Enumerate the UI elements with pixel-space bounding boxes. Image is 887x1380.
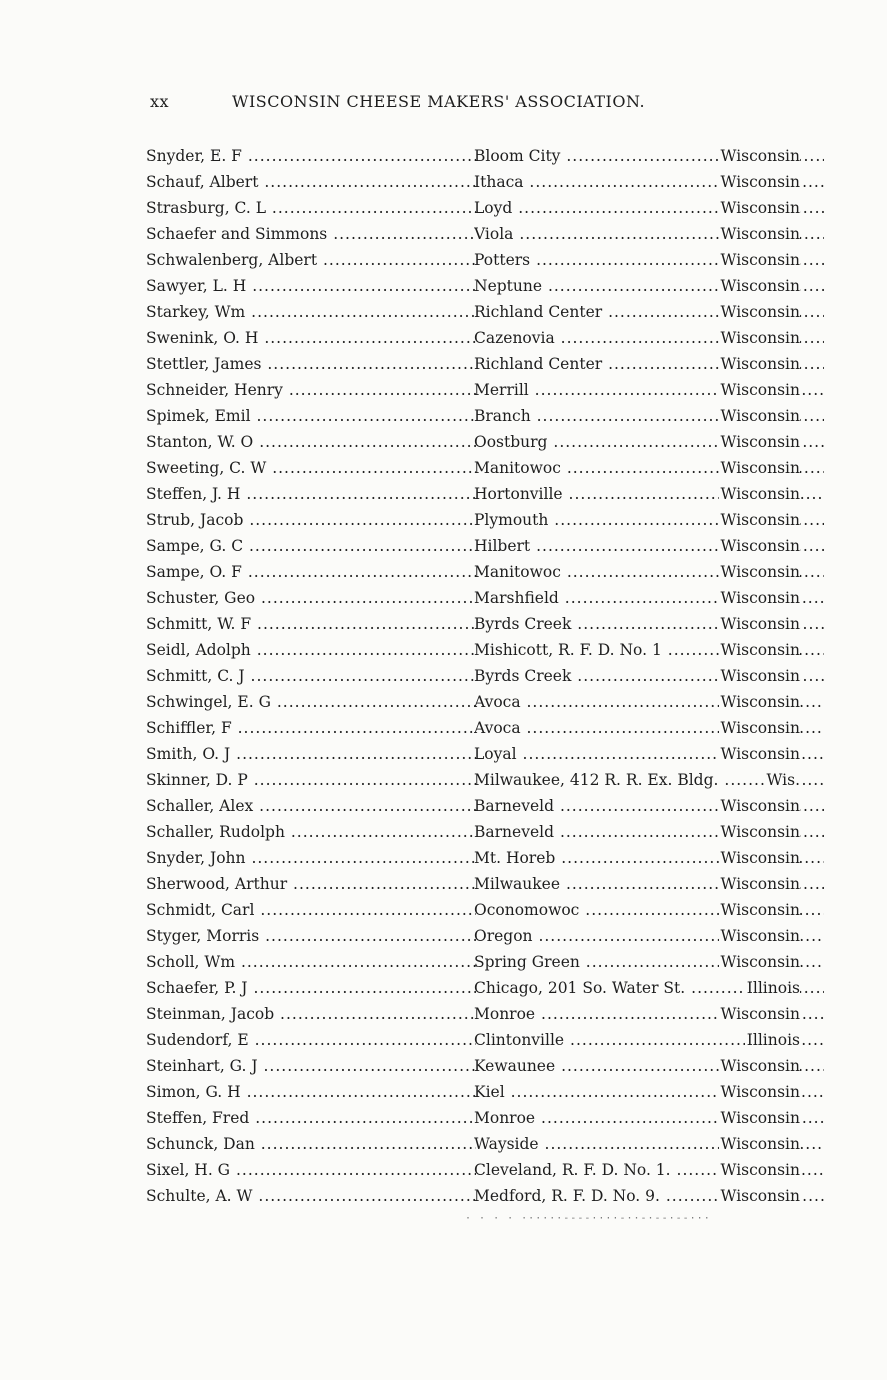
member-town: Mt. Horeb ..... <box>474 845 824 871</box>
list-item <box>140 949 810 975</box>
list-item <box>140 1183 810 1209</box>
member-name: Snyder, John ..... <box>146 845 476 871</box>
member-state: Wisconsin <box>720 381 800 399</box>
member-town: Loyd ..... <box>474 195 824 221</box>
member-town: Byrds Creek ..... <box>474 611 824 637</box>
member-town: Plymouth ..... <box>474 507 824 533</box>
member-name: Smith, O. J ..... <box>146 741 476 767</box>
member-state: Wisconsin <box>720 927 800 945</box>
member-state: Wisconsin <box>720 407 800 425</box>
member-name: Schauf, Albert ..... <box>146 169 476 195</box>
member-town: Barneveld ..... <box>474 793 824 819</box>
member-town: Branch ..... <box>474 403 824 429</box>
member-state: Wisconsin <box>720 537 800 555</box>
member-name: Schaller, Rudolph ..... <box>146 819 476 845</box>
list-item <box>140 975 810 1001</box>
member-state: Illinois <box>746 1031 800 1049</box>
member-name: Schaefer and Simmons ..... <box>146 221 476 247</box>
member-name: Sudendorf, E ..... <box>146 1027 476 1053</box>
member-state: Wisconsin <box>720 901 800 919</box>
member-town: Wayside ..... <box>474 1131 824 1157</box>
member-town: Monroe ..... <box>474 1001 824 1027</box>
member-town: Clintonville ..... <box>474 1027 824 1053</box>
member-state: Wisconsin <box>720 589 800 607</box>
member-state: Wisconsin <box>720 615 800 633</box>
member-name: Snyder, E. F ..... <box>146 143 476 169</box>
member-name: Scholl, Wm ..... <box>146 949 476 975</box>
member-state: Wisconsin <box>720 1057 800 1075</box>
member-state: Wisconsin <box>720 745 800 763</box>
list-item <box>140 533 810 559</box>
member-state: Wisconsin <box>720 823 800 841</box>
member-name: Schuster, Geo ..... <box>146 585 476 611</box>
member-name: Steinhart, G. J ..... <box>146 1053 476 1079</box>
member-town: Richland Center ..... <box>474 351 824 377</box>
member-state: Wisconsin <box>720 693 800 711</box>
member-town: Spring Green ..... <box>474 949 824 975</box>
member-town: Marshfield ..... <box>474 585 824 611</box>
member-town: Avoca ..... <box>474 715 824 741</box>
member-state: Wisconsin <box>720 1109 800 1127</box>
member-town: Cazenovia ..... <box>474 325 824 351</box>
member-state: Wisconsin <box>720 199 800 217</box>
member-name: Stettler, James ..... <box>146 351 476 377</box>
member-name: Schunck, Dan ..... <box>146 1131 476 1157</box>
list-item <box>140 689 810 715</box>
member-state: Wis. <box>766 771 800 789</box>
list-item <box>140 403 810 429</box>
member-state: Wisconsin <box>720 173 800 191</box>
list-item <box>140 143 810 169</box>
member-name: Schwingel, E. G ..... <box>146 689 476 715</box>
member-town: Hortonville ..... <box>474 481 824 507</box>
member-name: Sixel, H. G ..... <box>146 1157 476 1183</box>
list-item <box>140 559 810 585</box>
page-header <box>150 92 710 116</box>
list-item <box>140 1001 810 1027</box>
member-name: Steinman, Jacob ..... <box>146 1001 476 1027</box>
member-state: Wisconsin <box>720 251 800 269</box>
list-item <box>140 741 810 767</box>
member-state: Wisconsin <box>720 641 800 659</box>
member-town: Mishicott, R. F. D. No. 1 ..... <box>474 637 824 663</box>
member-name: Steffen, Fred ..... <box>146 1105 476 1131</box>
member-town: Monroe ..... <box>474 1105 824 1131</box>
list-item <box>140 169 810 195</box>
list-item <box>140 273 810 299</box>
member-town: Manitowoc ..... <box>474 455 824 481</box>
list-item <box>140 429 810 455</box>
list-item <box>140 377 810 403</box>
member-name: Seidl, Adolph ..... <box>146 637 476 663</box>
list-item <box>140 247 810 273</box>
member-state: Wisconsin <box>720 329 800 347</box>
member-state: Wisconsin <box>720 1083 800 1101</box>
member-town: Manitowoc ..... <box>474 559 824 585</box>
member-town: Richland Center ..... <box>474 299 824 325</box>
member-name: Schneider, Henry ..... <box>146 377 476 403</box>
member-list <box>140 143 810 1209</box>
list-item <box>140 845 810 871</box>
member-town: Avoca ..... <box>474 689 824 715</box>
list-item <box>140 455 810 481</box>
member-town: Oostburg ..... <box>474 429 824 455</box>
member-town: Viola ..... <box>474 221 824 247</box>
list-item <box>140 351 810 377</box>
member-state: Wisconsin <box>720 1005 800 1023</box>
member-state: Wisconsin <box>720 1187 800 1205</box>
member-state: Wisconsin <box>720 953 800 971</box>
member-name: Schulte, A. W ..... <box>146 1183 476 1209</box>
member-state: Wisconsin <box>720 875 800 893</box>
member-state: Wisconsin <box>720 225 800 243</box>
list-item <box>140 221 810 247</box>
member-name: Sawyer, L. H ..... <box>146 273 476 299</box>
member-town: Milwaukee ..... <box>474 871 824 897</box>
member-name: Strasburg, C. L ..... <box>146 195 476 221</box>
list-item <box>140 663 810 689</box>
member-name: Schmitt, W. F ..... <box>146 611 476 637</box>
list-item <box>140 871 810 897</box>
member-town: Loyal ..... <box>474 741 824 767</box>
member-town: Kiel ..... <box>474 1079 824 1105</box>
member-name: Schaefer, P. J ..... <box>146 975 476 1001</box>
member-state: Wisconsin <box>720 147 800 165</box>
member-town: Kewaunee ..... <box>474 1053 824 1079</box>
page-number: xx <box>150 92 170 111</box>
list-item <box>140 819 810 845</box>
member-town: Oconomowoc ..... <box>474 897 824 923</box>
member-name: Sweeting, C. W ..... <box>146 455 476 481</box>
list-item <box>140 715 810 741</box>
member-state: Wisconsin <box>720 563 800 581</box>
member-state: Wisconsin <box>720 277 800 295</box>
member-state: Wisconsin <box>720 849 800 867</box>
member-name: Schiffler, F ..... <box>146 715 476 741</box>
member-name: Sampe, O. F ..... <box>146 559 476 585</box>
list-item <box>140 923 810 949</box>
member-name: Sampe, G. C ..... <box>146 533 476 559</box>
print-smudge: · · · · ······----····-··-·--·--··· <box>465 1213 711 1221</box>
member-name: Schaller, Alex ..... <box>146 793 476 819</box>
member-name: Steffen, J. H ..... <box>146 481 476 507</box>
list-item <box>140 325 810 351</box>
list-item <box>140 897 810 923</box>
member-name: Spimek, Emil ..... <box>146 403 476 429</box>
member-name: Starkey, Wm ..... <box>146 299 476 325</box>
member-state: Wisconsin <box>720 485 800 503</box>
member-state: Wisconsin <box>720 459 800 477</box>
member-state: Wisconsin <box>720 719 800 737</box>
member-name: Schmitt, C. J ..... <box>146 663 476 689</box>
member-town: Bloom City ..... <box>474 143 824 169</box>
list-item <box>140 585 810 611</box>
list-item <box>140 507 810 533</box>
member-town: Medford, R. F. D. No. 9. ..... <box>474 1183 824 1209</box>
list-item <box>140 195 810 221</box>
member-state: Wisconsin <box>720 667 800 685</box>
member-name: Styger, Morris ..... <box>146 923 476 949</box>
list-item <box>140 1131 810 1157</box>
member-town: Milwaukee, 412 R. R. Ex. Bldg. ..... <box>474 767 824 793</box>
running-title: WISCONSIN CHEESE MAKERS' ASSOCIATION. <box>232 92 646 111</box>
member-town: Byrds Creek ..... <box>474 663 824 689</box>
member-state: Wisconsin <box>720 433 800 451</box>
member-state: Wisconsin <box>720 1135 800 1153</box>
member-state: Wisconsin <box>720 797 800 815</box>
member-state: Wisconsin <box>720 303 800 321</box>
member-town: Oregon ..... <box>474 923 824 949</box>
list-item <box>140 767 810 793</box>
member-town: Merrill ..... <box>474 377 824 403</box>
member-name: Simon, G. H ..... <box>146 1079 476 1105</box>
member-name: Swenink, O. H ..... <box>146 325 476 351</box>
list-item <box>140 1053 810 1079</box>
member-town: Cleveland, R. F. D. No. 1. ..... <box>474 1157 824 1183</box>
list-item <box>140 1027 810 1053</box>
member-name: Strub, Jacob ..... <box>146 507 476 533</box>
list-item <box>140 1157 810 1183</box>
member-town: Ithaca ..... <box>474 169 824 195</box>
member-town: Neptune ..... <box>474 273 824 299</box>
member-name: Sherwood, Arthur ..... <box>146 871 476 897</box>
list-item <box>140 637 810 663</box>
member-name: Skinner, D. P ..... <box>146 767 476 793</box>
member-name: Stanton, W. O ..... <box>146 429 476 455</box>
member-state: Wisconsin <box>720 511 800 529</box>
member-town: Potters ..... <box>474 247 824 273</box>
list-item <box>140 793 810 819</box>
member-name: Schwalenberg, Albert ..... <box>146 247 476 273</box>
list-item <box>140 611 810 637</box>
member-town: Barneveld ..... <box>474 819 824 845</box>
member-town: Chicago, 201 So. Water St. ..... <box>474 975 824 1001</box>
member-state: Wisconsin <box>720 355 800 373</box>
list-item <box>140 481 810 507</box>
member-state: Wisconsin <box>720 1161 800 1179</box>
list-item <box>140 1079 810 1105</box>
member-state: Illinois <box>746 979 800 997</box>
list-item <box>140 1105 810 1131</box>
list-item <box>140 299 810 325</box>
member-town: Hilbert ..... <box>474 533 824 559</box>
member-name: Schmidt, Carl ..... <box>146 897 476 923</box>
